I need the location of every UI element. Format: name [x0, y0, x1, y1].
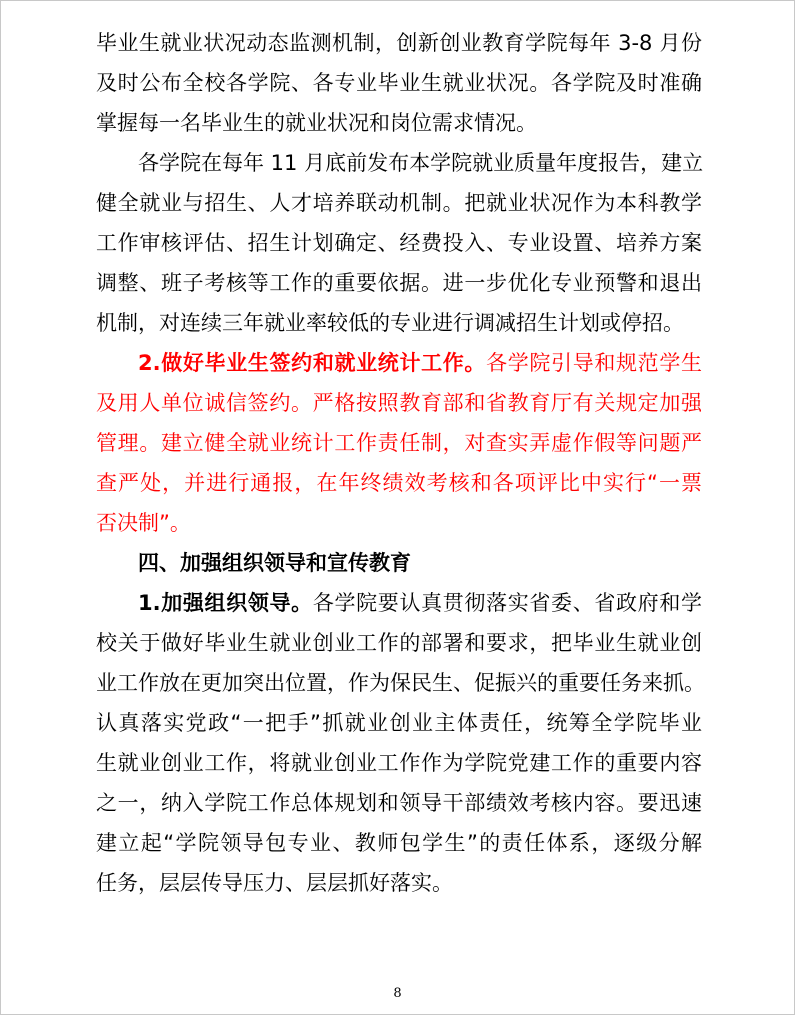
text-line: 工作审核评估、招生计划确定、经费投入、专业设置、培养方案 — [96, 231, 702, 255]
text-line: 管理。建立健全就业统计工作责任制，对查实弄虚作假等问题严 — [96, 431, 702, 455]
text-segment: 各学院引导和规范学生 — [486, 351, 702, 375]
text-line: 认真落实党政“一把手”抓就业创业主体责任，统筹全学院毕业 — [96, 711, 702, 735]
text-line: 生就业创业工作，将就业创业工作作为学院党建工作的重要内容 — [96, 751, 702, 775]
text-line: 机制，对连续三年就业率较低的专业进行调减招生计划或停招。 — [96, 311, 684, 335]
section-heading: 四、加强组织领导和宣传教育 — [138, 551, 411, 575]
text-line: 健全就业与招生、人才培养联动机制。把就业状况作为本科教学 — [96, 191, 702, 215]
text-line — [96, 583, 702, 623]
text-line: 毕业生就业状况动态监测机制，创新创业教育学院每年 3-8 月份 — [96, 31, 702, 55]
text-line: 调整、班子考核等工作的重要依据。进一步优化专业预警和退出 — [96, 271, 702, 295]
text-line: 及用人单位诚信签约。严格按照教育部和省教育厅有关规定加强 — [96, 391, 702, 415]
text-line: 各学院在每年 11 月底前发布本学院就业质量年度报告，建立 — [138, 151, 704, 175]
text-line: 否决制”。 — [96, 511, 191, 535]
text-line: 查严处，并进行通报，在年终绩效考核和各项评比中实行“一票 — [96, 471, 702, 495]
section-title: 2.做好毕业生签约和就业统计工作。 — [138, 351, 487, 375]
paragraph-report — [96, 143, 702, 343]
text-line — [96, 343, 702, 383]
paragraph-signing-statistics — [96, 343, 702, 543]
text-line: 掌握每一名毕业生的就业状况和岗位需求情况。 — [96, 111, 537, 135]
text-line: 及时公布全校各学院、各专业毕业生就业状况。各学院及时准确 — [96, 71, 702, 95]
text-line: 建立起“学院领导包专业、教师包学生”的责任体系，逐级分解 — [96, 831, 702, 855]
page-number: 8 — [393, 986, 402, 1001]
text-line: 校关于做好毕业生就业创业工作的部署和要求，把毕业生就业创 — [96, 631, 702, 655]
text-line: 之一，纳入学院工作总体规划和领导干部绩效考核内容。要迅速 — [96, 791, 702, 815]
document-body — [96, 23, 705, 903]
text-line: 业工作放在更加突出位置，作为保民生、促振兴的重要任务来抓。 — [96, 671, 705, 695]
text-segment: 各学院要认真贯彻落实省委、省政府和学 — [312, 591, 702, 615]
section-title: 1.加强组织领导。 — [138, 591, 313, 615]
paragraph-continuation — [96, 23, 702, 143]
text-line: 任务，层层传导压力、层层抓好落实。 — [96, 871, 453, 895]
paragraph-leadership — [96, 583, 705, 903]
